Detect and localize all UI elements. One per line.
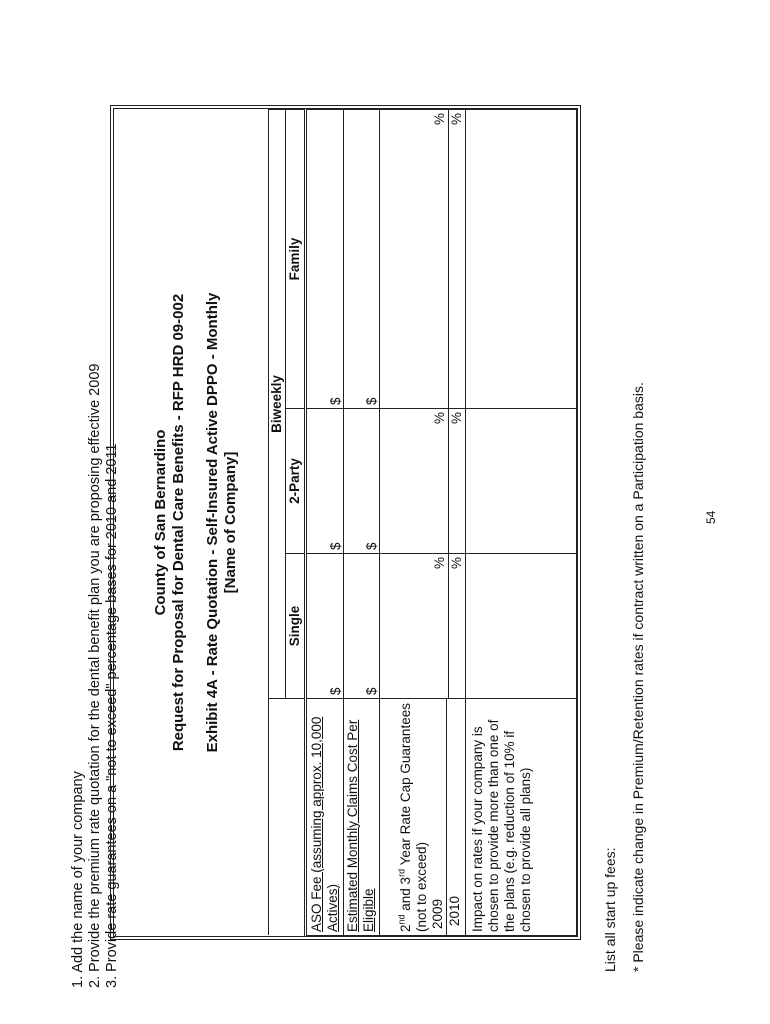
year-label-2009: 2009 (430, 699, 447, 935)
aso-fee-single-field[interactable]: $ (305, 554, 343, 699)
company-name-placeholder: [Name of Company] (221, 451, 239, 594)
instruction-item: 1. Add the name of your company (70, 771, 86, 988)
row-label-aso-fee: ASO Fee (assuming approx. 10,000 Actives) (305, 699, 343, 936)
biweekly-header: Biweekly (268, 110, 285, 699)
start-up-fees-label: List all start up fees: (602, 847, 618, 972)
impact-single-field[interactable] (465, 554, 577, 699)
participation-note: * Please indicate change in Premium/Retention rates if contract written on a Participation basis. (630, 382, 646, 972)
impact-family-field[interactable] (465, 110, 577, 409)
county-title: County of San Bernardino (151, 429, 169, 616)
header-blank (285, 699, 305, 936)
rate-quotation-form (110, 105, 581, 940)
row-label-rate-cap (379, 699, 465, 936)
rate-cap-single-field[interactable]: % % (379, 554, 465, 699)
exhibit-title: Exhibit 4A - Rate Quotation - Self-Insured Active DPPO - Monthly (203, 292, 221, 753)
instruction-item: 2. Provide the premium rate quotation for the dental benefit plan you are proposing effective 2009 (87, 363, 103, 988)
aso-fee-family-field[interactable]: $ (305, 110, 343, 409)
claims-cost-2-party-field[interactable]: $ (343, 409, 379, 554)
rate-quotation-table (114, 109, 577, 936)
row-label-claims-cost: Estimated Monthly Claims Cost Per Eligible (343, 699, 379, 936)
rate-cap-family-field[interactable]: % % (379, 110, 465, 409)
aso-fee-2-party-field[interactable]: $ (305, 409, 343, 554)
claims-cost-single-field[interactable]: $ (343, 554, 379, 699)
rfp-title: Request for Proposal for Dental Care Benefits - RFP HRD 09-002 (169, 293, 187, 752)
instruction-item: 3. Provide rate guarantees on a "not to exceed" percentage bases for 2010 and 2011 (104, 443, 120, 988)
column-header-single: Single (285, 554, 305, 699)
impact-2-party-field[interactable] (465, 409, 577, 554)
rate-cap-description: 2nd and 3rd Year Rate Cap Guarantees (not to exceed) (396, 703, 429, 932)
header-blank (268, 699, 285, 936)
year-label-2010: 2010 (446, 895, 462, 926)
row-label-impact: Impact on rates if your company is chosen to provide more than one of the plans (e.g. reduction of 10% if chosen to provide all plans) (465, 699, 577, 936)
rate-cap-2-party-field[interactable]: % % (379, 409, 465, 554)
exhibit-title-block (114, 110, 268, 936)
page-number: 54 (704, 510, 718, 524)
column-header-family: Family (285, 110, 305, 409)
column-header-2-party: 2-Party (285, 409, 305, 554)
claims-cost-family-field[interactable]: $ (343, 110, 379, 409)
